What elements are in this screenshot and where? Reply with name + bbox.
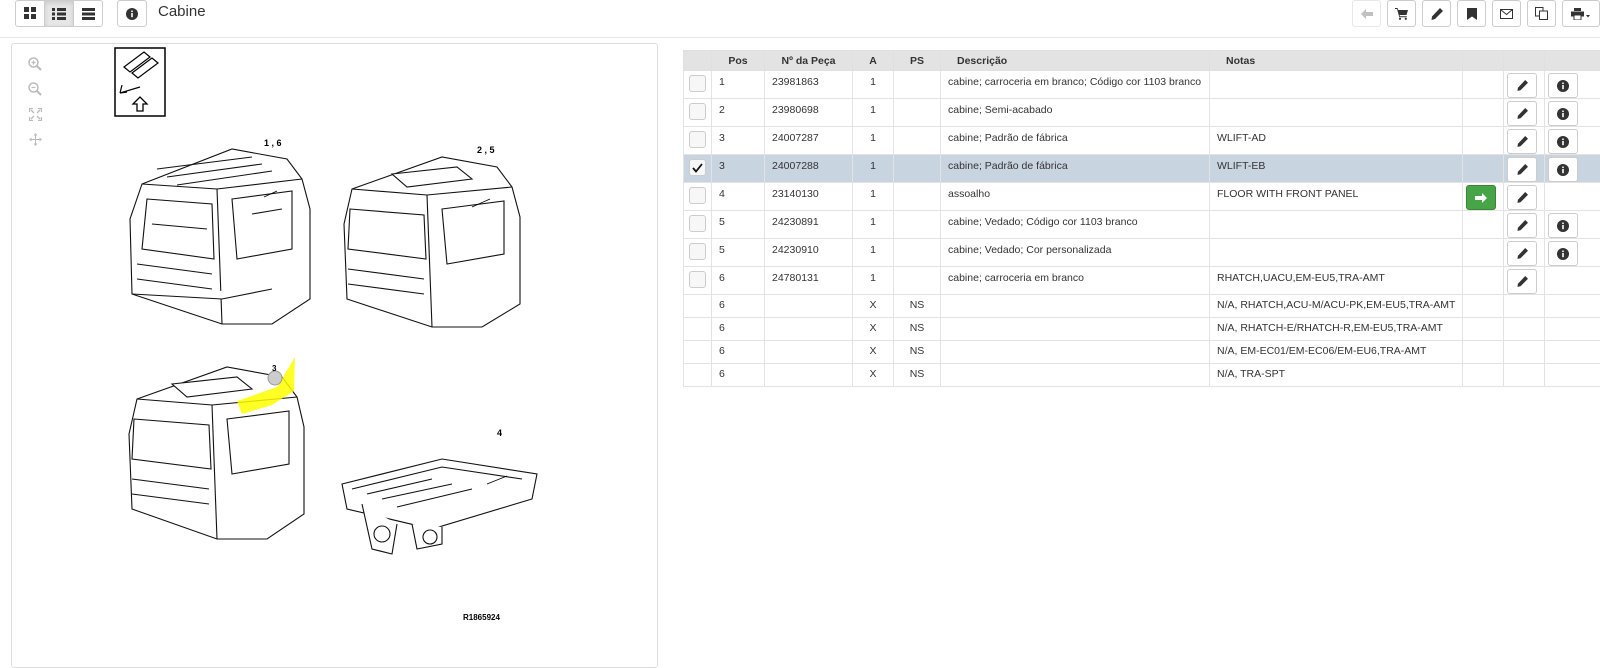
row-goto-cell [1463,155,1504,183]
row-description [941,364,1210,387]
row-info-cell [1545,183,1600,211]
print-dropdown-button[interactable] [1562,0,1600,27]
row-edit-button[interactable] [1507,241,1537,266]
row-description: cabine; Vedado; Código cor 1103 branco [941,211,1210,239]
cab-drawing-2 [344,157,520,327]
row-checkbox[interactable] [689,159,706,176]
parts-table-body [684,71,1600,387]
row-notes: N/A, EM-EC01/EM-EC06/EM-EU6,TRA-AMT [1210,341,1463,364]
row-info-cell [1545,155,1600,183]
col-header-notes[interactable]: Notas [1210,51,1463,71]
bookmark-icon [1467,8,1477,20]
row-edit-cell [1504,318,1545,341]
row-quantity: 1 [853,211,894,239]
row-select-cell [684,155,712,183]
row-description: cabine; Vedado; Cor personalizada [941,239,1210,267]
table-row[interactable] [684,71,1600,99]
row-ps: NS [894,318,941,341]
row-part-number [765,295,853,318]
row-pos: 5 [712,211,765,239]
zoom-in-button[interactable] [20,52,50,76]
rows-view-button[interactable] [73,0,103,27]
row-edit-cell [1504,239,1545,267]
row-select-cell [684,211,712,239]
row-edit-cell [1504,127,1545,155]
pencil-icon [1517,136,1528,147]
row-info-cell [1545,99,1600,127]
envelope-icon [1500,9,1513,19]
action-tools [1352,0,1600,27]
rows-icon [82,8,95,20]
row-notes [1210,211,1463,239]
row-ps [894,211,941,239]
row-info-cell [1545,239,1600,267]
row-description: cabine; carroceria em branco [941,267,1210,295]
row-edit-cell [1504,183,1545,211]
row-pos: 4 [712,183,765,211]
print-icon [1571,8,1591,20]
callout-label[interactable]: 4 [497,428,502,438]
row-info-cell [1545,127,1600,155]
row-checkbox[interactable] [689,215,706,232]
row-quantity: X [853,318,894,341]
view-mode-group [15,0,103,27]
grid-icon [24,7,37,20]
row-quantity: 1 [853,127,894,155]
callout-label[interactable]: 2 , 5 [477,145,495,155]
row-quantity: 1 [853,155,894,183]
pencil-icon [1517,192,1528,203]
col-header-goto [1463,51,1504,71]
col-header-ps[interactable]: PS [894,51,941,71]
row-select-cell [684,127,712,155]
info-button[interactable] [117,0,147,27]
row-goto-cell [1463,239,1504,267]
list-view-button[interactable] [44,0,74,27]
info-icon [1557,80,1569,92]
row-ps [894,127,941,155]
row-select-cell [684,267,712,295]
row-edit-button[interactable] [1507,185,1537,210]
row-checkbox[interactable] [689,103,706,120]
row-quantity: 1 [853,71,894,99]
row-quantity: 1 [853,183,894,211]
callout-label[interactable]: 3 [272,364,276,373]
pencil-icon [1517,220,1528,231]
row-checkbox[interactable] [689,131,706,148]
page-title: Cabine [158,3,206,20]
col-header-select [684,51,712,71]
row-ps: NS [894,341,941,364]
drawing-code: R1865924 [463,613,500,622]
row-edit-cell [1504,295,1545,318]
row-description: cabine; carroceria em branco; Código cor 1103 branco [941,71,1210,99]
col-header-edit [1504,51,1545,71]
row-part-number: 23140130 [765,183,853,211]
fit-button[interactable] [20,102,50,126]
table-row[interactable] [684,211,1600,239]
row-part-number: 23981863 [765,71,853,99]
table-row[interactable] [684,267,1600,295]
row-pos: 1 [712,71,765,99]
cart-button[interactable] [1387,0,1416,27]
info-icon [1557,136,1569,148]
row-description: cabine; Padrão de fábrica [941,155,1210,183]
row-notes: WLIFT-AD [1210,127,1463,155]
row-notes: N/A, TRA-SPT [1210,364,1463,387]
col-header-info [1545,51,1600,71]
row-notes: N/A, RHATCH,ACU-M/ACU-PK,EM-EU5,TRA-AMT [1210,295,1463,318]
row-info-button[interactable] [1548,101,1578,126]
zoom-out-button[interactable] [20,77,50,101]
row-quantity: X [853,364,894,387]
table-row[interactable] [684,318,1600,341]
table-header [684,51,1600,71]
table-row[interactable] [684,155,1600,183]
row-ps: NS [894,295,941,318]
row-info-cell [1545,318,1600,341]
row-select-cell [684,71,712,99]
table-row[interactable] [684,341,1600,364]
row-edit-button[interactable] [1507,101,1537,126]
table-row[interactable] [684,127,1600,155]
copy-icon [1535,7,1548,20]
row-goto-cell [1463,295,1504,318]
row-edit-button[interactable] [1507,213,1537,238]
bookmark-button[interactable] [1457,0,1486,27]
row-quantity: 1 [853,267,894,295]
cart-icon [1395,8,1408,20]
row-goto-cell [1463,71,1504,99]
row-info-cell [1545,364,1600,387]
info-icon [1557,164,1569,176]
row-pos: 3 [712,155,765,183]
row-info-button[interactable] [1548,241,1578,266]
row-select-cell [684,99,712,127]
toolbar [0,0,1600,38]
row-ps [894,183,941,211]
row-checkbox[interactable] [689,187,706,204]
row-pos: 3 [712,127,765,155]
row-pos: 5 [712,239,765,267]
row-info-cell [1545,71,1600,99]
row-edit-cell [1504,71,1545,99]
pencil-icon [1517,276,1528,287]
row-part-number: 24780131 [765,267,853,295]
drawing-viewer [11,43,658,668]
row-part-number [765,318,853,341]
row-notes: WLIFT-EB [1210,155,1463,183]
row-pos: 6 [712,364,765,387]
copy-button[interactable] [1527,0,1556,27]
row-info-button[interactable] [1548,73,1578,98]
info-icon [1557,108,1569,120]
zoom-out-icon [28,82,42,96]
row-info-cell [1545,341,1600,364]
row-ps [894,239,941,267]
row-info-button[interactable] [1548,157,1578,182]
row-notes: N/A, RHATCH-E/RHATCH-R,EM-EU5,TRA-AMT [1210,318,1463,341]
move-icon [29,133,42,146]
row-quantity: 1 [853,239,894,267]
arrow-right-icon [1475,193,1487,203]
row-pos: 6 [712,295,765,318]
row-pos: 2 [712,99,765,127]
arrow-left-icon [1361,9,1373,19]
table-row[interactable] [684,239,1600,267]
row-goto-cell [1463,364,1504,387]
row-select-cell [684,183,712,211]
row-pos: 6 [712,341,765,364]
row-quantity: X [853,341,894,364]
row-notes [1210,239,1463,267]
row-select-cell [684,239,712,267]
table-row[interactable] [684,183,1600,211]
exploded-cab-drawing [112,129,552,599]
row-part-number: 24230891 [765,211,853,239]
row-quantity: X [853,295,894,318]
row-description [941,318,1210,341]
row-goto-cell [1463,127,1504,155]
row-part-number: 23980698 [765,99,853,127]
row-description [941,295,1210,318]
col-header-quantity[interactable]: A [853,51,894,71]
row-goto-cell [1463,318,1504,341]
email-button[interactable] [1492,0,1521,27]
pencil-icon [1431,8,1443,20]
row-description: cabine; Padrão de fábrica [941,127,1210,155]
orientation-symbol [114,47,166,117]
row-part-number [765,364,853,387]
row-select-cell [684,364,712,387]
row-info-button[interactable] [1548,129,1578,154]
pencil-icon [1517,80,1528,91]
info-icon [1557,220,1569,232]
col-header-part-number[interactable]: Nº da Peça [765,51,853,71]
info-icon [1557,248,1569,260]
row-edit-cell [1504,341,1545,364]
parts-table [683,50,1600,387]
row-goto-cell [1463,99,1504,127]
row-part-number: 24230910 [765,239,853,267]
goto-subpart-button[interactable] [1466,185,1496,210]
list-icon [52,8,66,20]
col-header-pos[interactable]: Pos [712,51,765,71]
row-checkbox[interactable] [689,75,706,92]
cab-drawing-1 [130,149,310,324]
grid-view-button[interactable] [15,0,45,27]
back-button[interactable] [1352,0,1381,27]
table-row[interactable] [684,295,1600,318]
row-select-cell [684,341,712,364]
row-goto-cell [1463,211,1504,239]
row-edit-cell [1504,364,1545,387]
row-info-cell [1545,267,1600,295]
pencil-icon [1517,248,1528,259]
row-edit-button[interactable] [1507,269,1537,294]
table-row[interactable] [684,99,1600,127]
row-ps [894,99,941,127]
row-select-cell [684,318,712,341]
row-info-button[interactable] [1548,213,1578,238]
fit-icon [29,108,42,121]
row-ps [894,155,941,183]
row-description: cabine; Semi-acabado [941,99,1210,127]
row-edit-button[interactable] [1507,157,1537,182]
check-icon [692,163,703,173]
row-pos: 6 [712,267,765,295]
row-info-cell [1545,211,1600,239]
row-info-cell [1545,295,1600,318]
row-notes: RHATCH,UACU,EM-EU5,TRA-AMT [1210,267,1463,295]
row-part-number: 24007288 [765,155,853,183]
row-notes [1210,99,1463,127]
row-ps [894,267,941,295]
row-edit-cell [1504,267,1545,295]
row-edit-cell [1504,211,1545,239]
callout-bubble-3 [268,371,282,385]
row-ps: NS [894,364,941,387]
pencil-icon [1517,108,1528,119]
info-icon [126,8,138,20]
row-edit-cell [1504,155,1545,183]
row-goto-cell [1463,183,1504,211]
pan-button[interactable] [20,127,50,151]
floor-drawing-4 [342,459,537,554]
callout-label[interactable]: 1 , 6 [264,138,282,148]
row-edit-button[interactable] [1507,129,1537,154]
row-checkbox[interactable] [689,271,706,288]
row-checkbox[interactable] [689,243,706,260]
row-select-cell [684,295,712,318]
zoom-in-icon [28,57,42,71]
row-quantity: 1 [853,99,894,127]
col-header-description[interactable]: Descrição [941,51,1210,71]
row-pos: 6 [712,318,765,341]
row-description [941,341,1210,364]
table-row[interactable] [684,364,1600,387]
row-ps [894,71,941,99]
edit-button[interactable] [1422,0,1451,27]
row-goto-cell [1463,267,1504,295]
pencil-icon [1517,164,1528,175]
row-goto-cell [1463,341,1504,364]
row-notes [1210,71,1463,99]
row-part-number: 24007287 [765,127,853,155]
row-notes: FLOOR WITH FRONT PANEL [1210,183,1463,211]
row-edit-cell [1504,99,1545,127]
row-part-number [765,341,853,364]
row-edit-button[interactable] [1507,73,1537,98]
row-description: assoalho [941,183,1210,211]
